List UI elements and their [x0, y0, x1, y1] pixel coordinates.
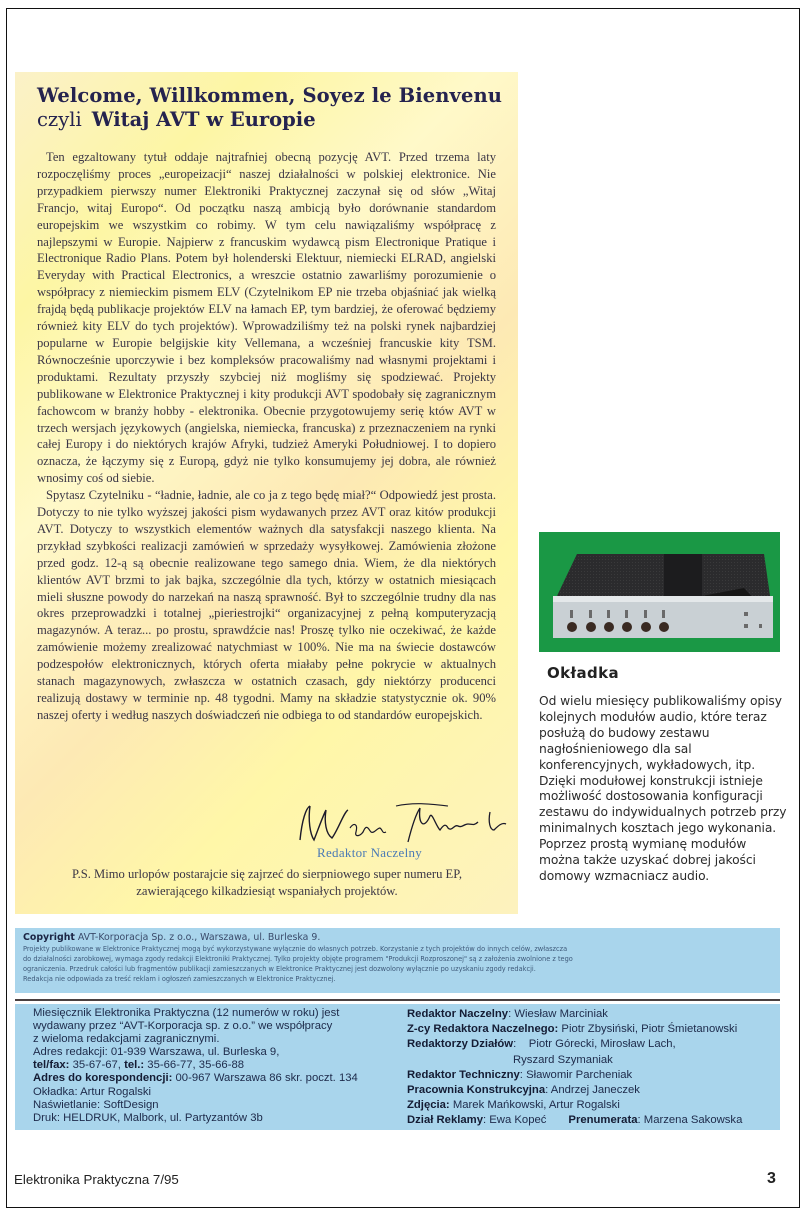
staff-label: Z-cy Redaktora Naczelnego: [407, 1023, 559, 1036]
exposure-credit: Naświetlanie: SoftDesign [33, 1098, 159, 1111]
intro-line-1: Miesięcznik Elektronika Praktyczna (12 numerów w roku) jest [33, 1007, 340, 1019]
staff-photos [407, 1098, 777, 1113]
intro-line-2: wydawany przez “AVT-Korporacja sp. z o.o.” we współpracy [33, 1020, 333, 1033]
copyright-text: AVT-Korporacja Sp. z o.o., Warszawa, ul. Burleska 9. [77, 932, 321, 943]
cover-credit: Okładka: Artur Rogalski [33, 1085, 152, 1098]
subtitle-prefix: czyli [37, 108, 82, 131]
postscript: P.S. Mimo urlopów postarajcie się zajrzeć do sierpniowego super numeru EP, zawierającego kilkadziesiąt wspaniałych projektów. [72, 867, 462, 898]
masthead-publisher-info [33, 1007, 388, 1125]
staff-value: : Sławomir Parcheniak [519, 1068, 633, 1081]
copyright-heading [23, 931, 772, 944]
staff-value: Marek Mańkowski, Artur Rogalski [449, 1099, 620, 1112]
staff-label: Redaktor Naczelny [407, 1008, 509, 1020]
staff-editor [407, 1007, 777, 1022]
staff-label: Redaktorzy Działów [407, 1038, 514, 1051]
staff-deputy [407, 1022, 777, 1037]
masthead-staff [407, 1007, 777, 1129]
staff-sections-cont: Ryszard Szymaniak [513, 1053, 613, 1066]
staff-ads-subs [407, 1113, 777, 1128]
signature-role: Redaktor Naczelny [317, 845, 423, 860]
editorial-subtitle [37, 108, 496, 131]
cover-description: Od wielu miesięcy publikowaliśmy opisy kolejnych modułów audio, które teraz posłużą do budowy zestawu nagłośnieniowego dla sal konferencyjnych, wykładowych, itp. Dzięki modułowej konstrukcji istnieje możliwość dostosowania konfiguracji zestawu do indywidualnych potrzeb przy minimalnych kosztach jego wykonania. Poprzez prostą wymianę modułów można także uzyskać dobrej jakości domowy wzmacniacz audio. [539, 694, 787, 883]
page-number: 3 [767, 1170, 776, 1187]
staff-label: Dział Reklamy [407, 1114, 483, 1127]
tel-value: 35-66-77, 35-66-88 [147, 1059, 245, 1072]
copyright-box [15, 928, 780, 993]
subtitle-bold: Witaj AVT w Europie [91, 108, 316, 131]
intro-line-3: z wieloma redakcjami zagranicznymi. [33, 1033, 220, 1046]
staff-value: : Wiesław Marciniak [508, 1008, 608, 1020]
correspondence-label: Adres do korespondencji: [33, 1072, 173, 1085]
editorial-paragraph-2: Spytasz Czytelniku - “ładnie, ładnie, ale co ja z tego będę miał?“ Odpowiedź jest prosta. Dotyczy to nie tylko wyższej jakości pism wydawanych przez AVT oraz kitów produkcji AVT. Dotyczy to wszystkich elementów ważnych dla satysfakcji naszego klienta. Na przykład szybkości realizacji zamówień w sprzedaży wysyłkowej. Zamówienia złożone przed godz. 12-ą są obecnie realizowane tego samego dnia. Wiem, że dla niektórych klientów AVT brzmi to jak bajka, szczególnie dla tych, którzy w ostatnich miesiącach mieli słuszne powody do narzekań na naszą sprawność. Był to szczególnie trudny dla nas okres przeprowadzki i totalnej „pieriestrojki“ organizacyjnej z pełną komputeryzacją magazynów. A teraz... po prostu, sprawdźcie nas! Proszę tylko nie oczekiwać, że każde zamówienie możemy zrealizować natychmiast w 100%. Nie ma na świecie dostawców podzespołów elektronicznych, których oferta miałaby pełne pokrycie w aktualnych stanach magazynowych, zwłaszcza w ostatnich czasach, gdy niektórzy producenci realizują dostawy w terminie np. 48 tygodni. Mamy na składzie statystycznie ok. 90% naszej oferty i według naszych doświadczeń nie odbiega to od standardów europejskich. [37, 488, 496, 722]
editorial-box [15, 72, 518, 914]
editorial-title: Welcome, Willkommen, Soyez le Bienvenu [37, 84, 503, 107]
editorial-address: Adres redakcji: 01-939 Warszawa, ul. Burleska 9, [33, 1046, 280, 1059]
correspondence-line [33, 1072, 388, 1085]
tel-label: tel.: [124, 1059, 145, 1072]
editorial-body [37, 149, 496, 724]
cover-photo [539, 532, 780, 652]
staff-label: Zdjęcia: [407, 1099, 450, 1112]
editorial-paragraph-1: Ten egzaltowany tytuł oddaje najtrafniej obecną pozycję AVT. Przed trzema laty rozpoczęliśmy proces „europeizacji“ naszej działalności w polskiej elektronice. Nie przypadkiem pierwszy numer Elektroniki Praktycznej zaczynał się od słów „Witaj Francjo, witaj Europo“. Od początku naszą ambicją było dorównanie standardom europejskim we wszystkim co robimy. W tym celu nawiązaliśmy współpracę z najlepszymi w Europie. Najpierw z francuskim wydawcą pism Electronique Pratique i Electronique Radio Plans. Potem był holenderski Elektuur, niemiecki ELRAD, angielski Everyday with Practical Electronics, a wreszcie ostatnio zawarliśmy porozumienie o współpracy z niemieckim pismem ELV (Czytelnikom EP nie trzeba objaśniać jak wielką frajdą będą publikacje projektów ELV na łamach EP, tym bardziej, że oferować będziemy również kity ELV do tych projektów). Wprowadziliśmy też na polski rynek najbardziej popularne w Europie belgijskie kity Vellemana, a wcześniej francuskie kity TSM. Równocześnie uporczywie i bez kompleksów pracowaliśmy nad własnymi projektami i produktami. Rezultaty przyszły szybciej niż mogliśmy się spodziewać. Projekty publikowane w Elektronice Praktycznej i kity produkcji AVT spodobały się zagranicznym fachowcom w branży hobby - elektronika. Obecnie przygotowujemy serię któw AVT w trzech wersjach językowych (angielska, niemiecka, francuska) z przeznaczeniem na rynki całej Europy i do niektórych krajów Afryki, tudzież Ameryki Południowej. I to dopiero oznacza, że łączymy się z Europą, gdyż nie tylko konsumujemy jej dobra, ale również wnosimy coś od siebie. [37, 150, 496, 486]
staff-sections [407, 1037, 777, 1052]
staff-value: Piotr Zbysiński, Piotr Śmietanowski [558, 1023, 738, 1036]
telfax-value: 35-67-67, [72, 1059, 121, 1072]
correspondence-value: 00-967 Warszawa 86 skr. poczt. 134 [175, 1072, 358, 1085]
staff-label: Prenumerata [568, 1114, 638, 1127]
staff-value: : Marzena Sakowska [637, 1114, 743, 1127]
staff-technical [407, 1068, 777, 1083]
staff-lab [407, 1083, 777, 1098]
copyright-line-2: do działalności zarobkowej, wymaga zgody redakcji Elektroniki Praktycznej. Tylko projekty objęte programem "Produkcji Rozproszonej" są z założenia zwolnione z tego [23, 955, 573, 963]
staff-value: : Andrzej Janeczek [545, 1084, 640, 1097]
staff-value: : Ewa Kopeć [482, 1114, 547, 1127]
staff-label: Pracownia Konstrukcyjna [407, 1084, 546, 1097]
footer-publication: Elektronika Praktyczna 7/95 [14, 1172, 179, 1187]
signature-icon [280, 800, 520, 850]
copyright-line-3: ograniczenia. Przedruk całości lub fragmentów publikacji zamieszczanych w Elektronice Praktycznej jest dozwolony wyłącznie po uzyskaniu zgody redakcji. [23, 965, 536, 973]
divider [15, 999, 780, 1001]
phone-line [33, 1059, 388, 1072]
copyright-line-4: Redakcja nie odpowiada za treść reklam i ogłoszeń zamieszczanych w Elektronice Praktycznej. [23, 975, 336, 983]
staff-label: Redaktor Techniczny [407, 1068, 520, 1081]
copyright-line-1: Projekty publikowane w Elektronice Praktycznej mogą być wykorzystywane wyłącznie do własnych potrzeb. Korzystanie z tych projektów do innych celów, zwłaszcza [23, 945, 568, 953]
telfax-label: tel/fax: [33, 1059, 70, 1072]
masthead [15, 1004, 780, 1130]
amplifier-image-icon [539, 532, 780, 652]
copyright-label: Copyright [23, 932, 75, 943]
cover-title: Okładka [547, 664, 620, 682]
staff-value: : Piotr Górecki, Mirosław Lach, [513, 1038, 676, 1051]
print-credit: Druk: HELDRUK, Malbork, ul. Partyzantów 3b [33, 1111, 263, 1124]
